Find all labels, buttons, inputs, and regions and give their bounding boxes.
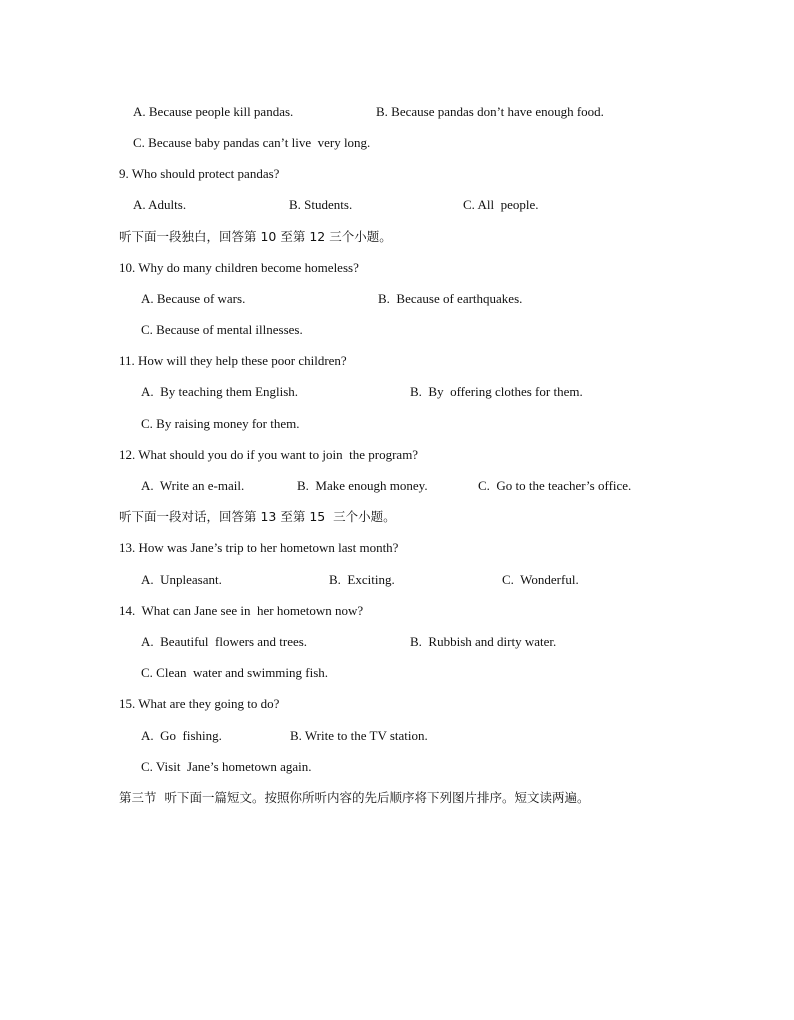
q14-option-a: A. Beautiful flowers and trees. bbox=[141, 634, 308, 649]
q13-question: 13. How was Jane’s trip to her hometown last month? bbox=[119, 540, 399, 555]
q12-option-a: A. Write an e-mail. bbox=[141, 478, 245, 493]
q15-option-a: A. Go fishing. bbox=[141, 728, 222, 743]
q10-question: 10. Why do many children become homeless? bbox=[119, 260, 359, 275]
q9-question: 9. Who should protect pandas? bbox=[119, 166, 280, 181]
q11-option-a: A. By teaching them English. bbox=[141, 384, 299, 399]
q13-option-a: A. Unpleasant. bbox=[141, 572, 222, 587]
q10-option-b: B. Because of earthquakes. bbox=[378, 291, 523, 306]
q11-option-b: B. By offering clothes for them. bbox=[410, 384, 583, 399]
q14-option-c: C. Clean water and swimming fish. bbox=[141, 665, 329, 680]
q9-option-a: A. Adults. bbox=[133, 197, 187, 212]
q13-option-c: C. Wonderful. bbox=[502, 572, 579, 587]
q9-option-b: B. Students. bbox=[289, 197, 353, 212]
q14-option-b: B. Rubbish and dirty water. bbox=[410, 634, 557, 649]
q12-option-c: C. Go to the teacher’s office. bbox=[478, 478, 632, 493]
q8-option-b: B. Because pandas don’t have enough food. bbox=[376, 104, 604, 119]
q11-option-c: C. By raising money for them. bbox=[141, 416, 300, 431]
section-three-instruction: 第三节 听下面一篇短文。按照你所听内容的先后顺序将下列图片排序。短文读两遍。 bbox=[119, 790, 590, 805]
q8-option-c: C. Because baby pandas can’t live very long. bbox=[133, 135, 371, 150]
q9-option-c: C. All people. bbox=[463, 197, 539, 212]
q15-option-c: C. Visit Jane’s hometown again. bbox=[141, 759, 312, 774]
q14-question: 14. What can Jane see in her hometown now? bbox=[119, 603, 364, 618]
q12-option-b: B. Make enough money. bbox=[297, 478, 428, 493]
q15-question: 15. What are they going to do? bbox=[119, 696, 280, 711]
q10-option-a: A. Because of wars. bbox=[141, 291, 246, 306]
q11-question: 11. How will they help these poor children? bbox=[119, 353, 347, 368]
q13-option-b: B. Exciting. bbox=[329, 572, 395, 587]
dialogue-instruction: 听下面一段对话，回答第 13 至第 15 三个小题。 bbox=[119, 509, 396, 524]
monologue-instruction: 听下面一段独白，回答第 10 至第 12 三个小题。 bbox=[119, 229, 392, 244]
q15-option-b: B. Write to the TV station. bbox=[290, 728, 428, 743]
q8-option-a: A. Because people kill pandas. bbox=[133, 104, 294, 119]
q12-question: 12. What should you do if you want to join the program? bbox=[119, 447, 419, 462]
q10-option-c: C. Because of mental illnesses. bbox=[141, 322, 303, 337]
